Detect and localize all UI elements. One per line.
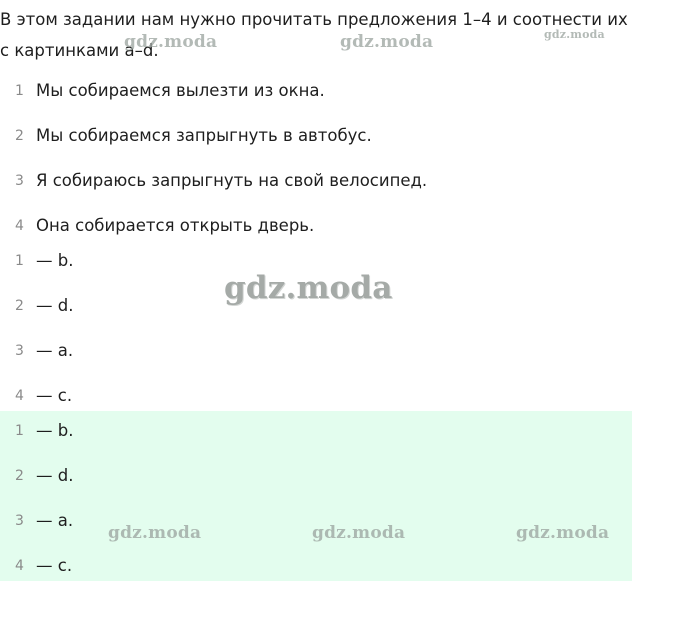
watermark: gdz.moda	[312, 523, 406, 543]
sentence-text: Мы собираемся вылезти из окна.	[36, 81, 325, 100]
highlighted-answer-item-1	[0, 422, 632, 467]
answer-item-3	[0, 342, 632, 387]
watermark: gdz.moda	[516, 523, 610, 543]
sentence-text: Мы собираемся запрыгнуть в автобус.	[36, 126, 372, 145]
answer-text: — d.	[36, 466, 74, 485]
task-description: В этом задании нам нужно прочитать предложения 1–4 и соотнести их с картинками a–d.	[0, 10, 628, 60]
sentence-number: 4	[15, 218, 24, 234]
answer-text: — d.	[36, 296, 74, 315]
sentence-item-3	[0, 172, 632, 217]
sentence-item-1	[0, 82, 632, 127]
highlighted-answer-item-2	[0, 467, 632, 512]
sentence-text: Она собирается открыть дверь.	[36, 216, 315, 235]
answer-text: — a.	[36, 341, 74, 360]
answer-number: 1	[15, 253, 24, 269]
watermark: gdz.moda	[108, 523, 202, 543]
answer-text: — c.	[36, 556, 73, 575]
answer-number: 2	[15, 298, 24, 314]
sentence-number: 3	[15, 173, 24, 189]
watermark: gdz.moda	[124, 32, 218, 52]
answer-text: — c.	[36, 386, 73, 405]
answer-text: — a.	[36, 511, 74, 530]
sentence-item-2	[0, 127, 632, 172]
answer-number: 1	[15, 423, 24, 439]
sentence-number: 2	[15, 128, 24, 144]
answer-text: — b.	[36, 251, 74, 270]
sentence-number: 1	[15, 83, 24, 99]
watermark: gdz.moda	[340, 32, 434, 52]
answer-number: 4	[15, 558, 24, 574]
watermark: gdz.moda	[224, 270, 393, 306]
highlighted-answer-item-4	[0, 557, 632, 602]
answer-text: — b.	[36, 421, 74, 440]
answer-number: 3	[15, 343, 24, 359]
answer-number: 4	[15, 388, 24, 404]
answer-number: 3	[15, 513, 24, 529]
answer-number: 2	[15, 468, 24, 484]
sentence-text: Я собираюсь запрыгнуть на свой велосипед.	[36, 171, 428, 190]
watermark: gdz.moda	[544, 28, 605, 41]
